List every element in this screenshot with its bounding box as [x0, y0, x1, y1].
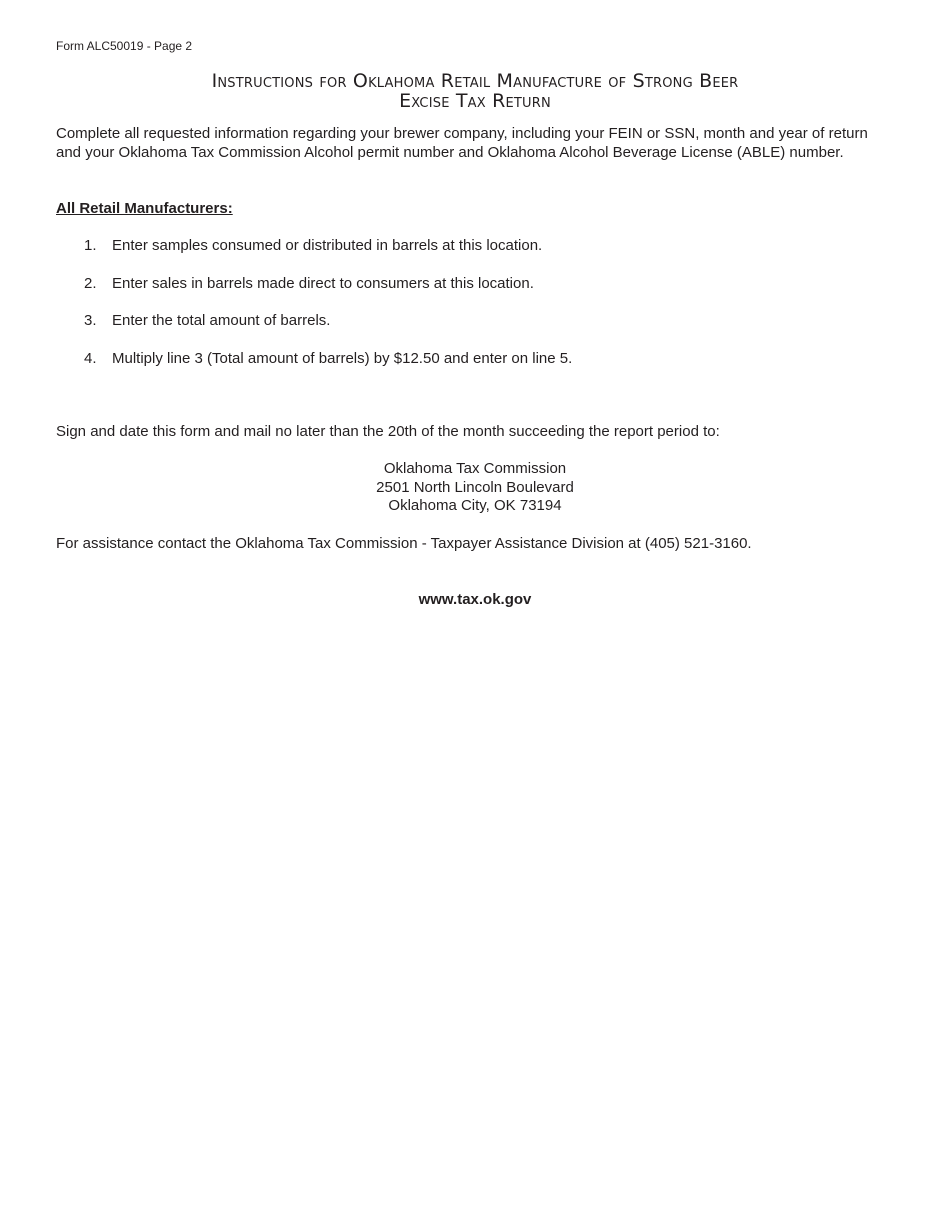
step-text: Enter the total amount of barrels.: [112, 312, 331, 329]
step-item: [84, 274, 864, 293]
address-line-2: 2501 North Lincoln Boulevard: [376, 478, 574, 496]
section-heading: All Retail Manufacturers:: [56, 200, 233, 217]
intro-paragraph: Complete all requested information regarding your brewer company, including your FEIN or SSN, month and year of return and your Oklahoma Tax Commission Alcohol permit number and Oklahoma Alcohol Beverage License (ABLE) number.: [56, 125, 868, 161]
mailing-instructions: Sign and date this form and mail no later than the 20th of the month succeeding the report period to:: [56, 423, 720, 440]
page-title-line-2: Excise Tax Return: [399, 90, 551, 112]
website-url: www.tax.ok.gov: [418, 591, 532, 608]
step-number: 1.: [84, 237, 97, 254]
mailing-address: [0, 460, 950, 516]
assistance-contact: For assistance contact the Oklahoma Tax Commission - Taxpayer Assistance Division at (405) 521-3160.: [56, 535, 752, 552]
step-text: Multiply line 3 (Total amount of barrels) by $12.50 and enter on line 5.: [112, 349, 573, 367]
form-page-id: Form ALC50019 - Page 2: [56, 39, 193, 53]
step-text: Enter sales in barrels made direct to consumers at this location.: [112, 274, 534, 292]
address-line-1: Oklahoma Tax Commission: [383, 460, 567, 477]
page-title: [0, 71, 950, 111]
page-title-line-1: Instructions for Oklahoma Retail Manufacture of Strong Beer: [211, 70, 739, 92]
instruction-steps: [84, 236, 864, 386]
address-line-3: Oklahoma City, OK 73194: [388, 497, 562, 514]
step-item: [84, 236, 864, 255]
step-text: Enter samples consumed or distributed in barrels at this location.: [112, 237, 543, 254]
step-item: [84, 311, 864, 330]
step-number: 2.: [84, 274, 97, 292]
step-number: 3.: [84, 312, 97, 329]
step-number: 4.: [84, 349, 97, 367]
step-item: [84, 349, 864, 368]
